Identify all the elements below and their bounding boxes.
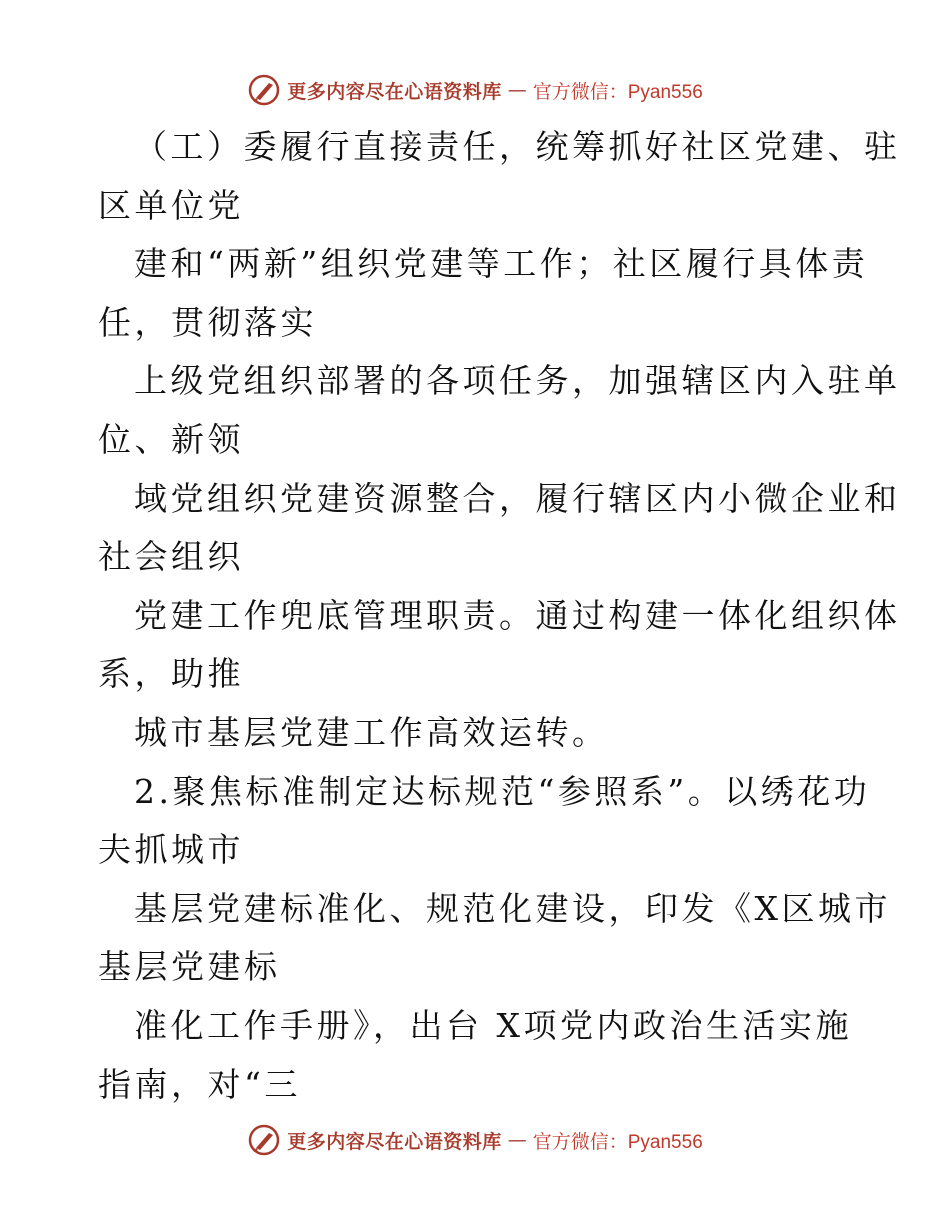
- footer-banner-separator: —: [507, 1129, 527, 1151]
- document-body: [98, 118, 901, 1114]
- quill-pen-logo-icon: [247, 73, 281, 107]
- header-banner-text: 更多内容尽在心语资料库: [287, 80, 502, 103]
- text-line: 指南，对“三: [98, 1064, 301, 1104]
- text-line: 区单位党: [98, 185, 244, 225]
- text-line: 位、新领: [98, 419, 244, 459]
- text-line: 夫抓城市: [98, 830, 244, 870]
- footer-banner-account: 官方微信：Pyan556: [532, 1131, 703, 1153]
- text-line: 2.聚焦标准制定达标规范“参照系”。以绣花功: [134, 771, 871, 811]
- text-line: 城市基层党建工作高效运转。: [134, 712, 609, 752]
- text-line: 域党组织党建资源整合，履行辖区内小微企业和: [134, 478, 901, 518]
- text-line: 上级党组织部署的各项任务，加强辖区内入驻单: [134, 361, 901, 401]
- quill-pen-logo-icon: [247, 1123, 281, 1157]
- text-line: 准化工作手册》，出台 X项党内政治生活实施: [134, 1005, 852, 1045]
- text-line: （工）委履行直接责任，统筹抓好社区党建、驻: [134, 127, 901, 166]
- text-line: 基层党建标: [98, 947, 281, 987]
- text-line: 基层党建标准化、规范化建设，印发《X区城市: [134, 888, 891, 928]
- text-line: 任，贯彻落实: [98, 302, 317, 342]
- header-watermark-banner: [0, 70, 950, 110]
- text-line: 党建工作兜底管理职责。通过构建一体化组织体: [134, 595, 901, 635]
- text-line: 系，助推: [98, 654, 244, 694]
- text-line: 建和“两新”组织党建等工作；社区履行具体责: [134, 244, 869, 284]
- footer-banner-text: 更多内容尽在心语资料库: [287, 1130, 502, 1153]
- footer-watermark-banner: [0, 1120, 950, 1160]
- text-line: 社会组织: [98, 537, 244, 577]
- header-banner-separator: —: [507, 79, 527, 101]
- header-banner-account: 官方微信：Pyan556: [532, 81, 703, 103]
